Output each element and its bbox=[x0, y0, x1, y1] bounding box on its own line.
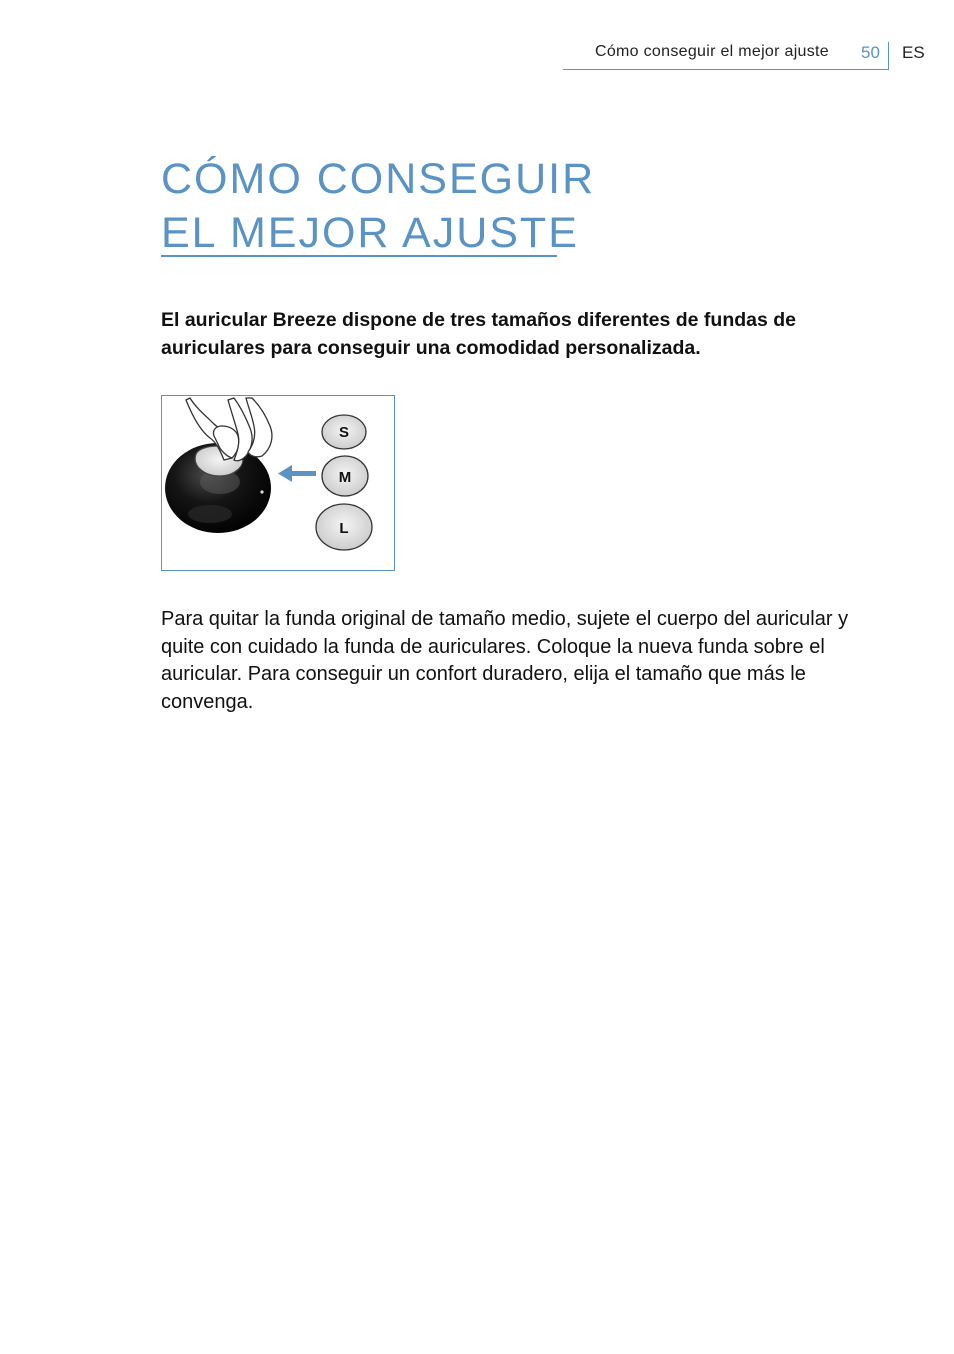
size-label-s: S bbox=[338, 424, 350, 441]
size-label-l: L bbox=[339, 520, 349, 537]
body-paragraph: Para quitar la funda original de tamaño medio, sujete el cuerpo del auricular y quite con cuidado la funda de auriculares. Coloque la nueva funda sobre el auricular. Para conseguir un confort duradero, elija el tamaño que más le convenga. bbox=[161, 608, 849, 713]
running-header-section: Cómo conseguir el mejor ajuste bbox=[595, 43, 829, 60]
size-tip-l bbox=[316, 504, 372, 550]
size-tip-m bbox=[322, 456, 368, 496]
page-title bbox=[161, 152, 595, 260]
page-title-line-2: EL MEJOR AJUSTE bbox=[161, 209, 579, 257]
intro-paragraph: El auricular Breeze dispone de tres tamaños diferentes de fundas de auriculares para conseguir una comodidad personalizada. bbox=[161, 309, 797, 359]
title-underline bbox=[161, 255, 557, 257]
earbud-tip-illustration bbox=[161, 395, 395, 571]
size-label-m: M bbox=[338, 469, 352, 486]
header-divider bbox=[888, 42, 889, 70]
header-rule bbox=[563, 69, 889, 70]
page-number: 50 bbox=[861, 43, 880, 62]
earbud-illustration-svg bbox=[162, 396, 393, 569]
language-code: ES bbox=[902, 43, 925, 62]
size-tip-s bbox=[322, 415, 366, 449]
page-title-line-1: CÓMO CONSEGUIR bbox=[161, 155, 596, 203]
arrow-left-icon bbox=[278, 465, 316, 482]
